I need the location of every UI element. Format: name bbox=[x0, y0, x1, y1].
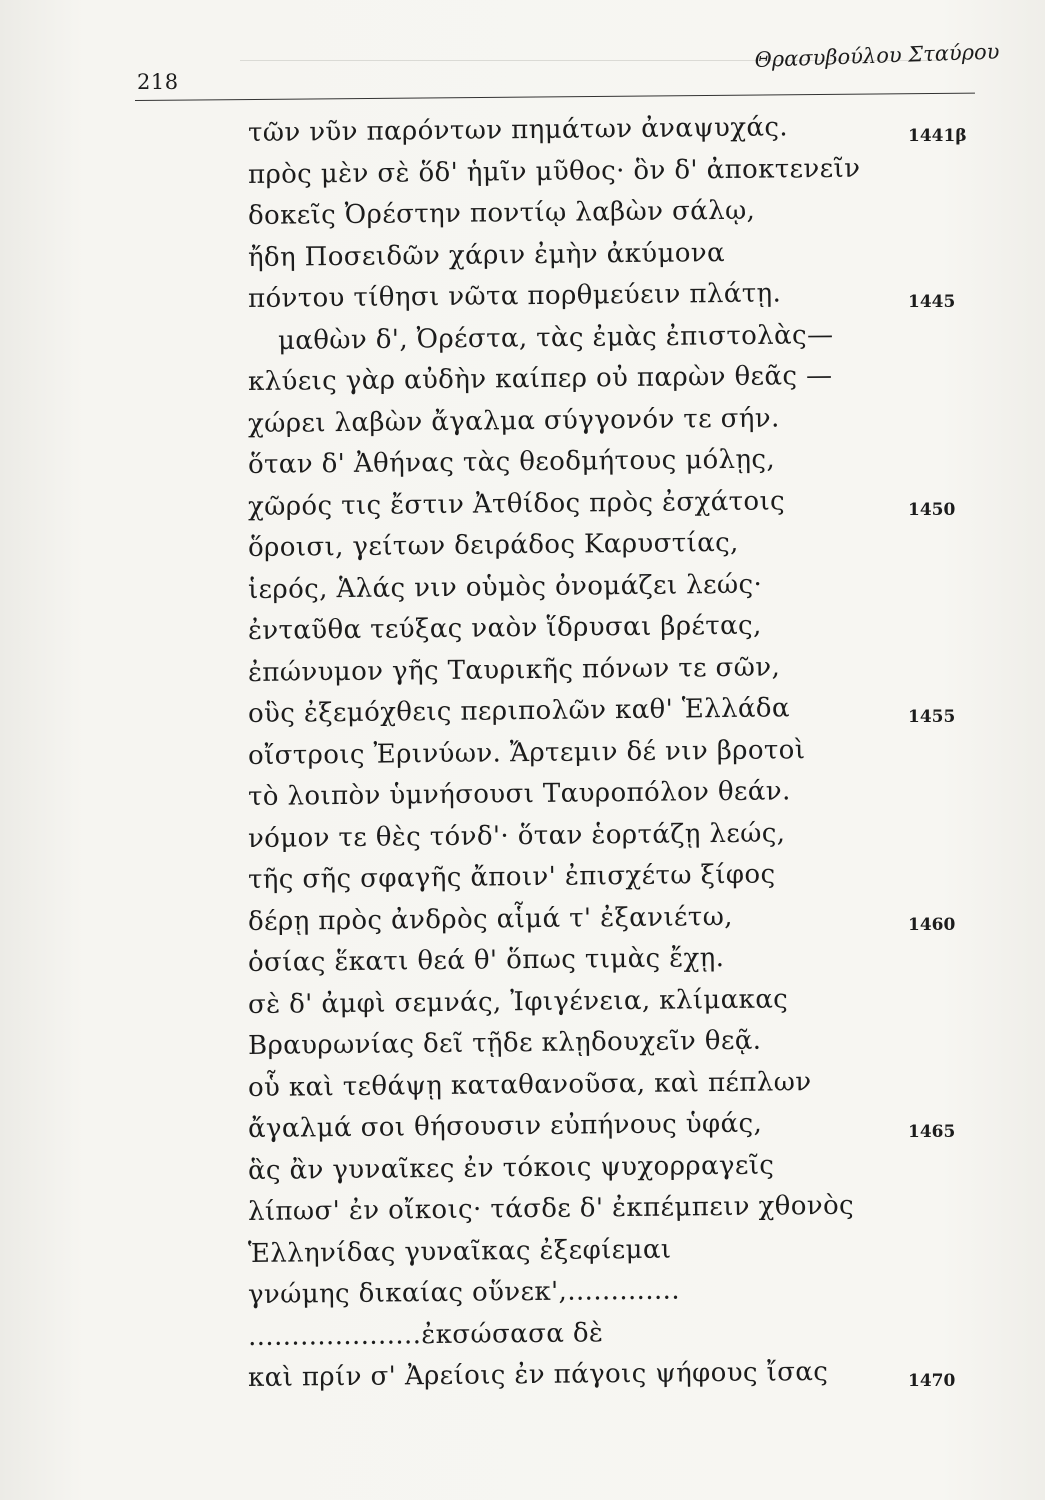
verse-text: χώρει λαβὼν ἄγαλμα σύγγονόν τε σήν. bbox=[247, 402, 780, 439]
verse-text: ἱερός, Ἁλάς νιν οὑμὸς ὀνομάζει λεώς· bbox=[247, 569, 763, 605]
verse-text: λίπωσ' ἐν οἴκοις· τάσδε δ' ἐκπέμπειν χθονὸς bbox=[247, 1190, 855, 1227]
verse-block bbox=[0, 112, 1045, 1405]
line-number: 1455 bbox=[908, 707, 956, 727]
verse-text: ἃς ἂν γυναῖκες ἐν τόκοις ψυχορραγεῖς bbox=[247, 1149, 775, 1186]
verse-text: οὓς ἐξεμόχθεις περιπολῶν καθ' Ἑλλάδα bbox=[247, 693, 791, 729]
verse-text: ὅροισι, γείτων δειράδος Καρυστίας, bbox=[247, 527, 739, 563]
verse-text: νόμον τε θὲς τόνδ'· ὅταν ἑορτάζῃ λεώς, bbox=[247, 817, 786, 854]
verse-text: σὲ δ' ἀμφὶ σεμνάς, Ἰφιγένεια, κλίμακας bbox=[247, 983, 789, 1020]
verse-text: τῆς σῆς σφαγῆς ἄποιν' ἐπισχέτω ξίφος bbox=[247, 859, 776, 895]
verse-line bbox=[0, 1025, 1045, 1073]
verse-line bbox=[0, 485, 1045, 534]
verse-text: χῶρός τις ἔστιν Ἀτθίδος πρὸς ἐσχάτοις bbox=[247, 485, 786, 522]
verse-text: γνώμης δικαίας οὕνεκ',............. bbox=[247, 1275, 681, 1310]
verse-text: οἴστροις Ἐρινύων. Ἄρτεμιν δέ νιν βροτοὶ bbox=[247, 734, 806, 771]
line-number: 1450 bbox=[908, 499, 956, 520]
verse-line bbox=[0, 527, 1045, 575]
verse-text: δοκεῖς Ὀρέστην ποντίῳ λαβὼν σάλῳ, bbox=[247, 195, 756, 231]
verse-line bbox=[0, 319, 1045, 368]
running-head: Θρασυβούλου Σταύρου bbox=[754, 39, 1000, 72]
line-number: 1445 bbox=[908, 292, 956, 312]
verse-text: καὶ πρίν σ' Ἀρείοις ἐν πάγοις ψήφους ἴσας bbox=[247, 1356, 829, 1393]
page-number: 218 bbox=[137, 70, 179, 94]
header-rule bbox=[135, 93, 975, 101]
verse-text: δέρῃ πρὸς ἀνδρὸς αἷμά τ' ἐξανιέτω, bbox=[247, 901, 734, 937]
verse-line bbox=[0, 278, 1045, 326]
verse-line bbox=[0, 402, 1045, 451]
verse-line bbox=[0, 651, 1045, 700]
verse-text: τὸ λοιπὸν ὑμνήσουσι Ταυροπόλον θεάν. bbox=[247, 776, 791, 812]
verse-text: ὅταν δ' Ἀθήνας τὰς θεοδμήτους μόλῃς, bbox=[247, 444, 776, 480]
verse-line bbox=[0, 1066, 1045, 1115]
verse-line bbox=[0, 153, 1045, 202]
verse-text: οὗ καὶ τεθάψῃ καταθανοῦσα, καὶ πέπλων bbox=[247, 1066, 812, 1103]
line-number: 1460 bbox=[908, 914, 956, 935]
verse-line bbox=[0, 1108, 1045, 1156]
verse-text: ....................ἐκσώσασα δὲ bbox=[247, 1317, 604, 1352]
verse-text: ἐπώνυμον γῆς Ταυρικῆς πόνων τε σῶν, bbox=[247, 651, 781, 688]
verse-line bbox=[0, 1356, 1045, 1405]
verse-text: Βραυρωνίας δεῖ τῇδε κλῃδουχεῖν θεᾷ. bbox=[247, 1025, 762, 1061]
verse-line bbox=[0, 1317, 1045, 1364]
verse-text: ἐνταῦθα τεύξας ναὸν ἵδρυσαι βρέτας, bbox=[247, 610, 762, 646]
line-number: 1470 bbox=[908, 1371, 956, 1391]
verse-text: τῶν νῦν παρόντων πημάτων ἀναψυχάς. bbox=[247, 112, 789, 148]
verse-line bbox=[0, 610, 1045, 658]
verse-line bbox=[0, 1275, 1045, 1322]
verse-line bbox=[0, 237, 1045, 285]
verse-line bbox=[0, 901, 1045, 949]
verse-line bbox=[0, 1234, 1045, 1281]
verse-text: ἤδη Ποσειδῶν χάριν ἐμὴν ἀκύμονα bbox=[247, 237, 726, 273]
verse-line bbox=[0, 112, 1045, 160]
line-number: 1441β bbox=[908, 126, 967, 146]
verse-line bbox=[0, 1190, 1045, 1239]
verse-text: Ἑλληνίδας γυναῖκας ἐξεφίεμαι bbox=[247, 1234, 672, 1269]
verse-text: πόντου τίθησι νῶτα πορθμεύειν πλάτῃ. bbox=[247, 278, 782, 314]
verse-text: κλύεις γὰρ αὐδὴν καίπερ οὐ παρὼν θεᾶς — bbox=[247, 360, 833, 397]
verse-line bbox=[0, 817, 1045, 866]
verse-line bbox=[0, 734, 1045, 783]
verse-line bbox=[0, 776, 1045, 824]
verse-line bbox=[0, 943, 1045, 990]
verse-line bbox=[0, 983, 1045, 1032]
verse-line bbox=[0, 195, 1045, 243]
verse-line bbox=[0, 569, 1045, 617]
verse-line bbox=[0, 693, 1045, 741]
verse-text: μαθὼν δ', Ὀρέστα, τὰς ἐμὰς ἐπιστολὰς— bbox=[277, 319, 834, 356]
verse-text: ὁσίας ἕκατι θεά θ' ὅπως τιμὰς ἔχῃ. bbox=[247, 943, 725, 978]
verse-text: πρὸς μὲν σὲ ὅδ' ἡμῖν μῦθος· ὃν δ' ἀποκτενεῖν bbox=[247, 153, 861, 190]
line-number: 1465 bbox=[908, 1122, 956, 1142]
verse-line bbox=[0, 360, 1045, 409]
verse-line bbox=[0, 1149, 1045, 1198]
verse-text: ἄγαλμά σοι θήσουσιν εὐπήνους ὑφάς, bbox=[247, 1108, 763, 1144]
verse-line bbox=[0, 859, 1045, 907]
verse-line bbox=[0, 444, 1045, 492]
